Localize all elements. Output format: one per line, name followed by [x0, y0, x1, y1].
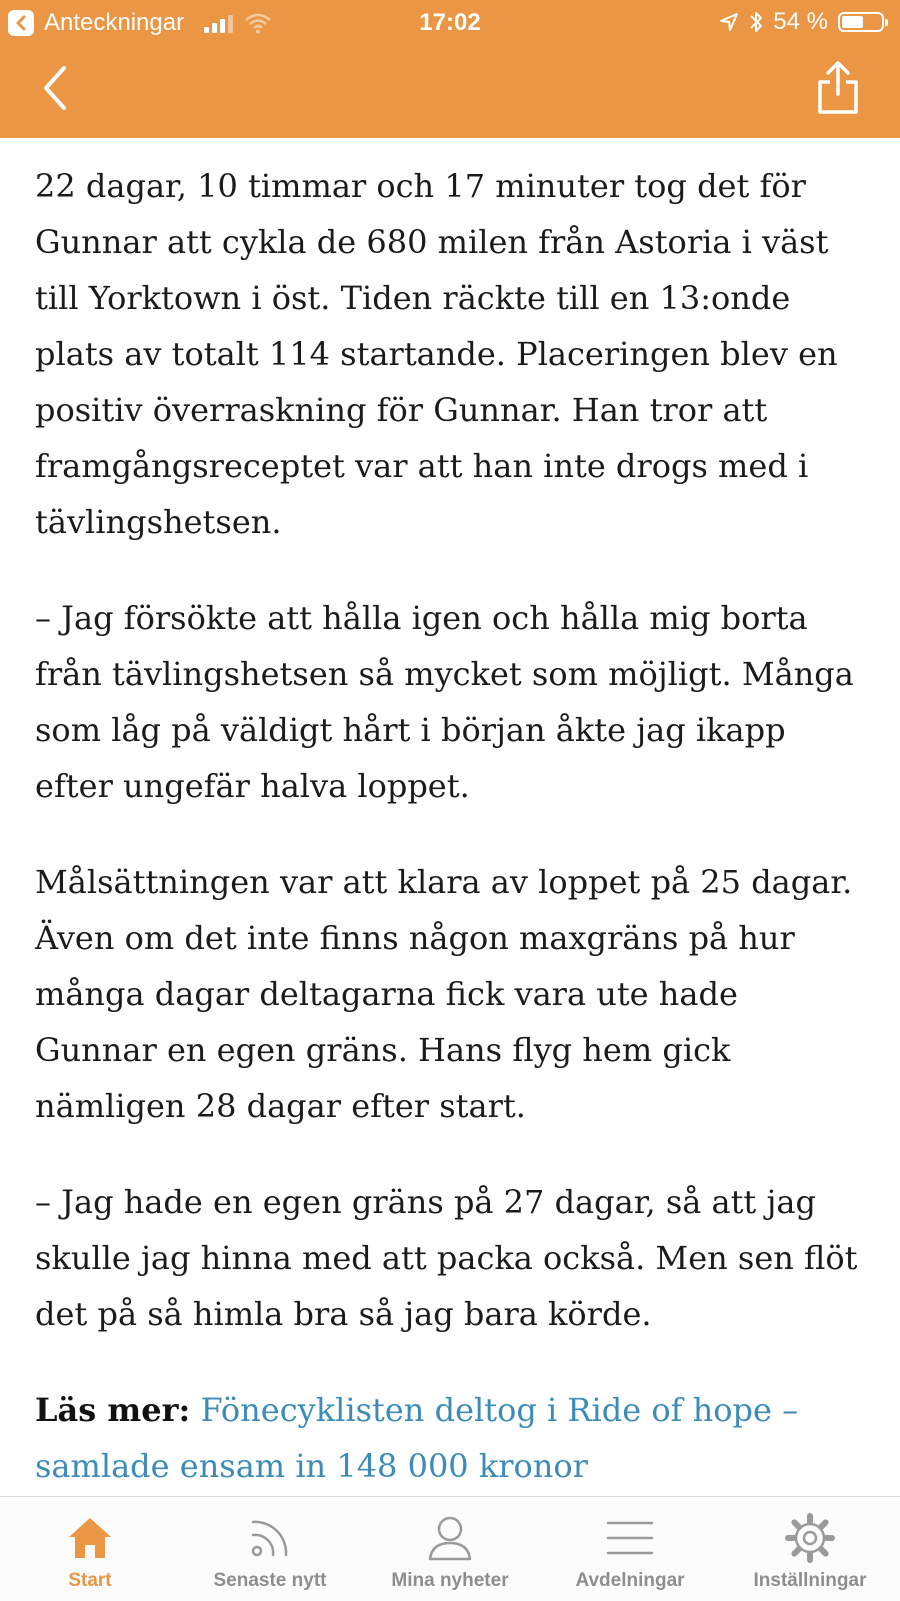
rss-icon — [245, 1513, 295, 1563]
tab-avdelningar[interactable] — [540, 1497, 720, 1601]
tab-senaste-nytt[interactable] — [180, 1497, 360, 1601]
location-icon — [719, 12, 739, 32]
battery-fill — [842, 16, 863, 28]
tab-label: Avdelningar — [575, 1570, 685, 1591]
tab-installningar[interactable] — [720, 1497, 900, 1601]
tab-mina-nyheter[interactable] — [360, 1497, 540, 1601]
article-paragraph: – Jag försökte att hålla igen och hålla mig borta från tävlingshetsen så mycket som möjligt. Många som låg på väldigt hårt i början åkte jag ikapp efter ungefär halva loppet. — [35, 599, 854, 805]
back-app-label: Anteckningar — [44, 9, 185, 36]
status-time: 17:02 — [419, 9, 481, 36]
article-paragraph: – Jag hade en egen gräns på 27 dagar, så att jag skulle jag hinna med att packa också. Men sen flöt det på så himla bra så jag bara körde. — [35, 1183, 858, 1333]
tab-label: Mina nyheter — [391, 1570, 509, 1591]
article-paragraph: 22 dagar, 10 timmar och 17 minuter tog det för Gunnar att cykla de 680 milen från Astoria i väst till Yorktown i öst. Tiden räckte till en 13:onde plats av totalt 114 startande. Placeringen blev en positiv överraskning för Gunnar. Han tror att framgångsreceptet var att han inte drogs med i tävlingshetsen. — [35, 167, 838, 541]
top-bar — [0, 0, 900, 138]
tab-start[interactable] — [0, 1497, 180, 1601]
read-more — [35, 1382, 865, 1494]
tab-bar — [0, 1496, 900, 1601]
article-body — [35, 158, 865, 1534]
status-bar — [0, 0, 900, 46]
battery-icon — [838, 12, 884, 32]
menu-icon — [605, 1513, 655, 1563]
read-more-link[interactable]: Fönecyklisten deltog i Ride of hope – samlade ensam in 148 000 kronor — [35, 1391, 799, 1485]
bluetooth-icon — [749, 10, 763, 34]
share-icon[interactable] — [814, 60, 862, 116]
home-icon — [65, 1513, 115, 1563]
tab-label: Senaste nytt — [213, 1570, 327, 1591]
person-icon — [425, 1513, 475, 1563]
back-chevron-icon[interactable] — [34, 62, 78, 114]
tab-label: Inställningar — [753, 1570, 867, 1591]
gear-icon — [785, 1513, 835, 1563]
battery-percentage: 54 % — [773, 8, 828, 35]
read-more-label: Läs mer: — [35, 1391, 191, 1429]
tab-label: Start — [68, 1570, 112, 1591]
article-paragraph: Målsättningen var att klara av loppet på 25 dagar. Även om det inte finns någon maxgräns på hur många dagar deltagarna fick vara ute hade Gunnar en egen gräns. Hans flyg hem gick nämligen 28 dagar efter start. — [35, 863, 853, 1125]
